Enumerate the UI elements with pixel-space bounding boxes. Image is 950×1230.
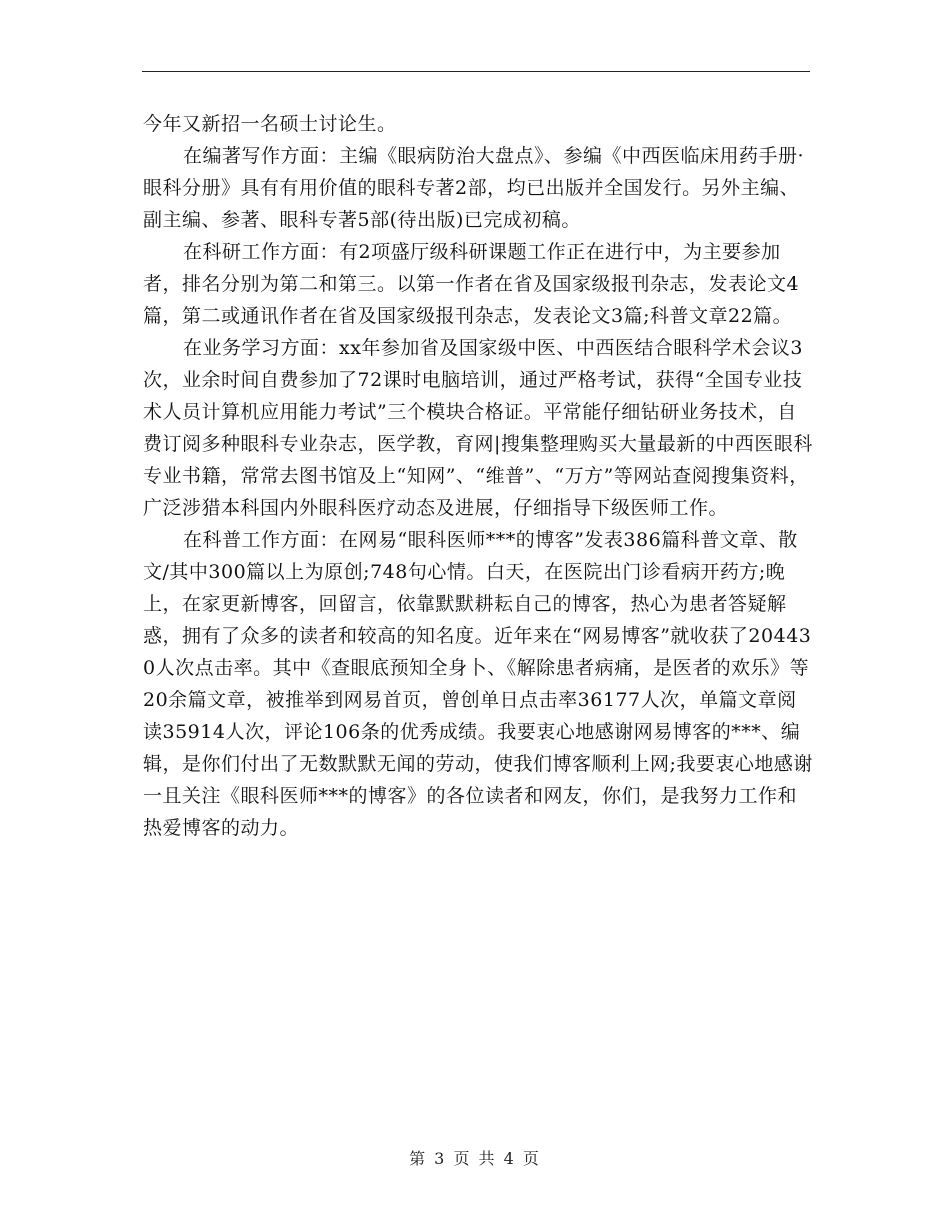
header-rule [142, 71, 810, 72]
paragraph-continuation: 今年又新招一名硕士讨论生。 [143, 113, 397, 135]
body-text [143, 108, 813, 844]
paragraph-writing: 在编著写作方面：主编《眼病防治大盘点》、参编《中西医临床用药手册·眼科分册》具有有用价值的眼科专著2部，均已出版并全国发行。另外主编、副主编、参著、眼科专著5部(待出版)已完成初稿。 [143, 145, 805, 231]
paragraph-research: 在科研工作方面：有2项盛厅级科研课题工作正在进行中，为主要参加者，排名分别为第二和第三。以第一作者在省及国家级报刊杂志，发表论文4篇，第二或通讯作者在省及国家级报刊杂志，发表论文3篇;科普文章22篇。 [143, 241, 800, 327]
paragraph-study: 在业务学习方面：xx年参加省及国家级中医、中西医结合眼科学术会议3次，业余时间自费参加了72课时电脑培训，通过严格考试，获得“全国专业技术人员计算机应用能力考试”三个模块合格证。平常能仔细钻研业务技术，自费订阅多种眼科专业杂志，医学教，育网|搜集整理购买大量最新的中西医眼科专业书籍，常常去图书馆及上“知网”、“维普”、“万方”等网站查阅搜集资料，广泛涉猎本科国内外眼科医疗动态及进展，仔细指导下级医师工作。 [143, 337, 813, 519]
page-number-footer: 第 3 页 共 4 页 [409, 1149, 541, 1168]
paragraph-popular-science: 在科普工作方面：在网易“眼科医师***的博客”发表386篇科普文章、散文/其中300篇以上为原创;748句心情。白天，在医院出门诊看病开药方;晚上，在家更新博客，回留言，依靠默默耕耘自己的博客，热心为患者答疑解惑，拥有了众多的读者和较高的知名度。近年来在“网易博客”就收获了204430人次点击率。其中《查眼底预知全身卜、《解除患者病痛，是医者的欢乐》等20余篇文章，被推举到网易首页，曾创单日点击率36177人次，单篇文章阅读35914人次，评论106条的优秀成绩。我要衷心地感谢网易博客的***、编辑，是你们付出了无数默默无闻的劳动，使我们博客顺利上网;我要衷心地感谢一且关注《眼科医师***的博客》的各位读者和网友，你们，是我努力工作和热爱博客的动力。 [143, 529, 813, 839]
